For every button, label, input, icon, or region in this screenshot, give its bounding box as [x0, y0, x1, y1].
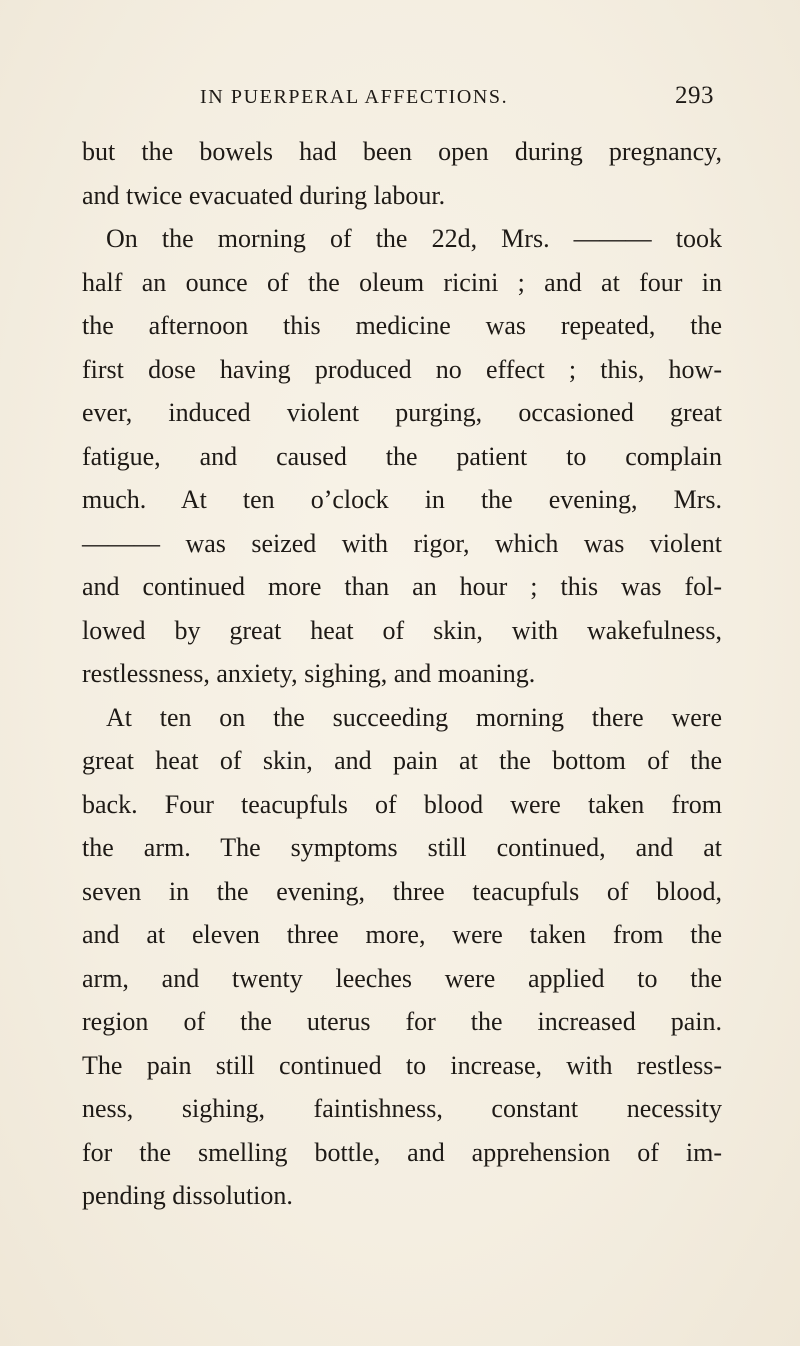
text-line: ——— was seized with rigor, which was violent: [82, 528, 722, 558]
text-line: lowed by great heat of skin, with wakefulness,: [82, 615, 722, 645]
text-line: and continued more than an hour ; this was fol-: [82, 572, 722, 601]
text-line: seven in the evening, three teacupfuls of blood,: [82, 876, 722, 906]
text-line: At ten on the succeeding morning there were: [106, 702, 722, 732]
text-line: the arm. The symptoms still continued, and at: [82, 833, 722, 862]
running-head: IN PUERPERAL AFFECTIONS.: [200, 86, 509, 108]
text-line: region of the uterus for the increased pain.: [82, 1007, 722, 1036]
page-number: 293: [675, 82, 714, 109]
text-line: and at eleven three more, were taken from the: [82, 920, 722, 949]
text-line: The pain still continued to increase, with restless-: [82, 1050, 722, 1080]
text-line: restlessness, anxiety, sighing, and moaning.: [82, 659, 536, 688]
text-line: the afternoon this medicine was repeated, the: [82, 311, 722, 340]
text-line: first dose having produced no effect ; this, how-: [82, 354, 722, 384]
text-line: for the smelling bottle, and apprehension of im-: [82, 1137, 722, 1167]
text-line: ever, induced violent purging, occasioned great: [82, 398, 722, 427]
text-line: half an ounce of the oleum ricini ; and at four in: [82, 267, 722, 297]
text-line: arm, and twenty leeches were applied to the: [82, 963, 722, 993]
text-line: but the bowels had been open during pregnancy,: [82, 137, 722, 166]
text-line: back. Four teacupfuls of blood were taken from: [82, 789, 722, 819]
body-text: [82, 130, 722, 1218]
text-line: ness, sighing, faintishness, constant necessity: [82, 1094, 722, 1123]
text-line: great heat of skin, and pain at the bottom of the: [82, 746, 722, 775]
text-line: much. At ten o’clock in the evening, Mrs.: [82, 485, 722, 514]
text-line: and twice evacuated during labour.: [82, 180, 446, 210]
text-line: fatigue, and caused the patient to complain: [82, 441, 722, 471]
text-line: pending dissolution.: [82, 1181, 293, 1210]
text-line: On the morning of the 22d, Mrs. ——— took: [106, 224, 722, 253]
